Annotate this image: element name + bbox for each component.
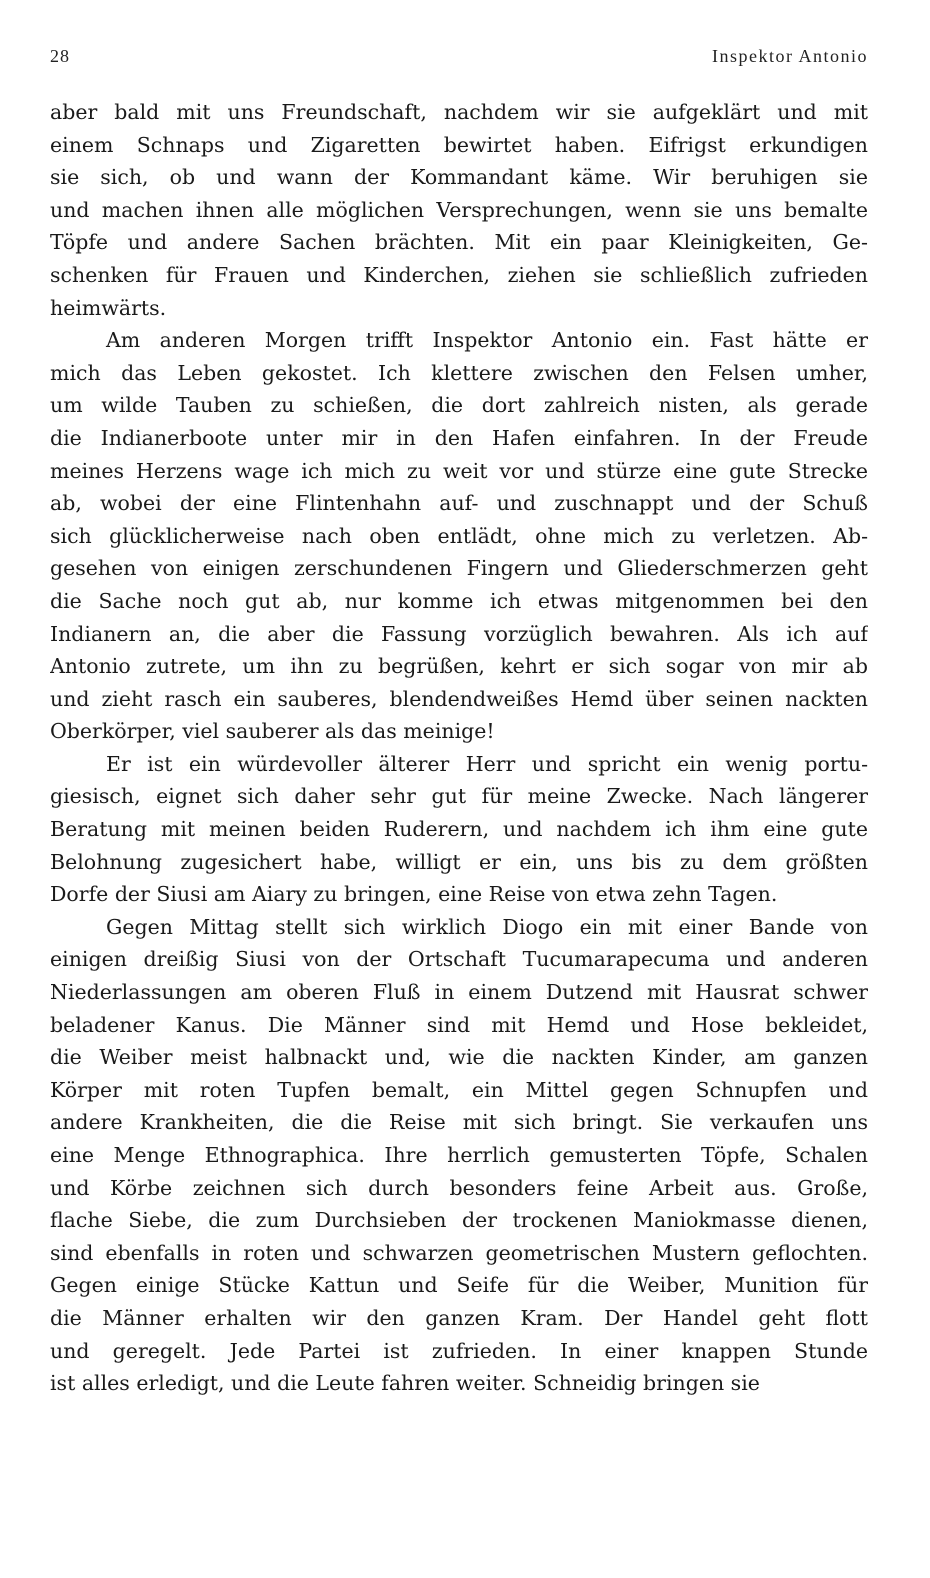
text-line: Töpfe und andere Sachen brächten. Mit ein paar Kleinigkeiten, Ge- [50,230,868,255]
text-line: Belohnung zugesichert habe, willigt er ein, uns bis zu dem größten [50,849,868,874]
text-line: und geregelt. Jede Partei ist zufrieden. In einer knappen Stunde [50,1338,868,1363]
text-line: Am anderen Morgen trifft Inspektor Antonio ein. Fast hätte er [106,328,868,353]
text-line: und machen ihnen alle möglichen Versprechungen, wenn sie uns bemalte [50,197,868,222]
running-head [50,46,868,74]
text-line: einem Schnaps und Zigaretten bewirtet haben. Eifrigst erkundigen [50,132,868,157]
running-title: Inspektor Antonio [712,46,868,66]
text-line: die Indianerboote unter mir in den Hafen einfahren. In der Freude [50,425,868,450]
body-text [50,96,868,1400]
text-line: giesisch, eignet sich daher sehr gut für meine Zwecke. Nach längerer [50,784,868,809]
text-line: einigen dreißig Siusi von der Ortschaft Tucumarapecuma und anderen [50,947,868,972]
text-line: aber bald mit uns Freundschaft, nachdem wir sie aufgeklärt und mit [50,100,868,124]
text-line: die Männer erhalten wir den ganzen Kram. Der Handel geht flott [50,1305,868,1330]
text-line: ist alles erledigt, und die Leute fahren weiter. Schneidig bringen sie [50,1371,760,1396]
text-line: Körper mit roten Tupfen bemalt, ein Mittel gegen Schnupfen und [50,1077,868,1102]
text-line: sind ebenfalls in roten und schwarzen geometrischen Mustern geflochten. [50,1240,868,1265]
text-line: gesehen von einigen zerschundenen Fingern und Gliederschmerzen geht [50,556,868,581]
text-line: um wilde Tauben zu schießen, die dort zahlreich nisten, als gerade [50,393,868,418]
paragraph [50,748,868,911]
paragraph [50,96,868,324]
text-line: ab, wobei der eine Flintenhahn auf- und zuschnappt und der Schuß [50,491,868,516]
text-line: Oberkörper, viel sauberer als das meinige! [50,719,495,744]
text-line: sich glücklicherweise nach oben entlädt, ohne mich zu verletzen. Ab- [50,523,868,548]
text-line: schenken für Frauen und Kinderchen, ziehen sie schließlich zufrieden [50,262,868,287]
text-line: und zieht rasch ein sauberes, blendendweißes Hemd über seinen nackten [50,686,868,711]
text-line: Er ist ein würdevoller älterer Herr und spricht ein wenig portu- [106,751,868,776]
page-number: 28 [50,46,70,66]
text-line: flache Siebe, die zum Durchsieben der trockenen Maniokmasse dienen, [50,1208,868,1233]
paragraph [50,324,868,748]
text-line: Gegen Mittag stellt sich wirklich Diogo ein mit einer Bande von [106,914,868,939]
text-line: und Körbe zeichnen sich durch besonders feine Arbeit aus. Große, [50,1175,868,1200]
text-line: mich das Leben gekostet. Ich klettere zwischen den Felsen umher, [50,360,868,385]
text-line: Indianern an, die aber die Fassung vorzüglich bewahren. Als ich auf [50,621,868,646]
text-line: heimwärts. [50,295,167,320]
text-line: eine Menge Ethnographica. Ihre herrlich gemusterten Töpfe, Schalen [50,1143,868,1167]
text-line: die Weiber meist halbnackt und, wie die nackten Kinder, am ganzen [50,1045,868,1070]
text-line: Antonio zutrete, um ihn zu begrüßen, kehrt er sich sogar von mir ab [50,654,868,679]
text-line: Gegen einige Stücke Kattun und Seife für die Weiber, Munition für [50,1273,868,1298]
text-line: meines Herzens wage ich mich zu weit vor und stürze eine gute Strecke [50,458,868,483]
text-line: andere Krankheiten, die die Reise mit sich bringt. Sie verkaufen uns [50,1110,868,1135]
text-line: beladener Kanus. Die Männer sind mit Hemd und Hose bekleidet, [50,1012,868,1037]
text-line: sie sich, ob und wann der Kommandant käme. Wir beruhigen sie [50,165,868,190]
text-line: Niederlassungen am oberen Fluß in einem Dutzend mit Hausrat schwer [50,980,868,1005]
text-line: Dorfe der Siusi am Aiary zu bringen, eine Reise von etwa zehn Tagen. [50,882,778,907]
text-line: Beratung mit meinen beiden Ruderern, und nachdem ich ihm eine gute [50,817,868,842]
paragraph [50,911,868,1400]
text-line: die Sache noch gut ab, nur komme ich etwas mitgenommen bei den [50,588,868,613]
